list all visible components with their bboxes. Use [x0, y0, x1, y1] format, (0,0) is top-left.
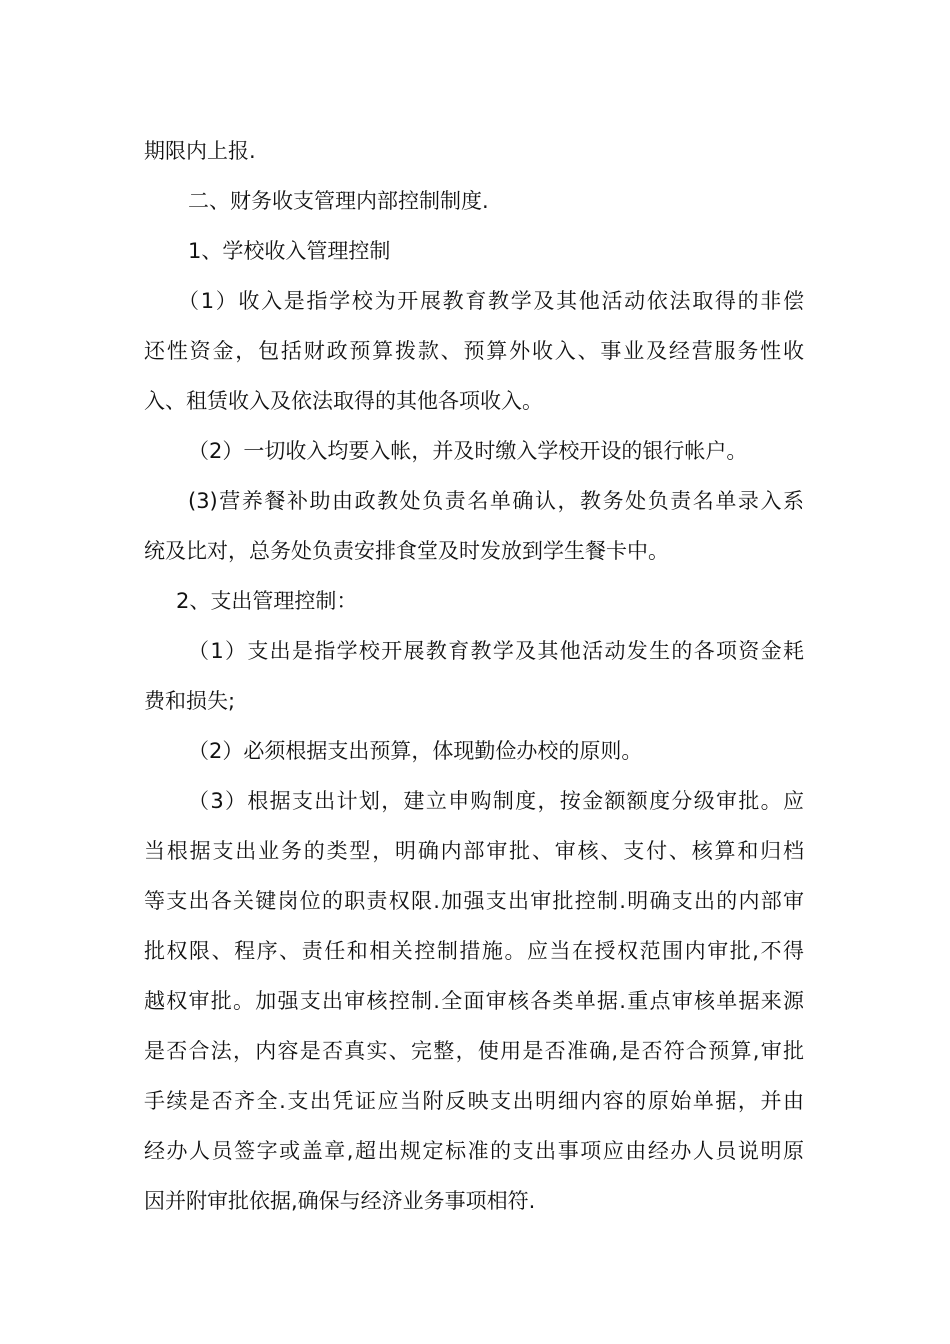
- text-line: 批权限、程序、责任和相关控制措施。应当在授权范围内审批,不得: [144, 939, 804, 963]
- subsection-heading: 1、学校收入管理控制: [188, 239, 391, 263]
- text-line: 当根据支出业务的类型，明确内部审批、审核、支付、核算和归档: [144, 839, 804, 863]
- text-line: (3)营养餐补助由政教处负责名单确认，教务处负责名单录入系: [188, 489, 804, 513]
- text-line: 还性资金，包括财政预算拨款、预算外收入、事业及经营服务性收: [144, 339, 804, 363]
- text-line: （2）一切收入均要入帐，并及时缴入学校开设的银行帐户。: [188, 439, 748, 463]
- subsection-heading: 2、支出管理控制：: [176, 589, 358, 613]
- text-line: 期限内上报.: [144, 139, 256, 163]
- text-line: 经办人员签字或盖章,超出规定标准的支出事项应由经办人员说明原: [144, 1139, 804, 1163]
- text-line: 是否合法，内容是否真实、完整，使用是否准确,是否符合预算,审批: [144, 1039, 804, 1063]
- text-line: 费和损失;: [144, 689, 236, 713]
- text-line: 手续是否齐全.支出凭证应当附反映支出明细内容的原始单据，并由: [144, 1089, 804, 1113]
- text-line: 入、租赁收入及依法取得的其他各项收入。: [144, 389, 543, 413]
- text-line: 等支出各关键岗位的职责权限.加强支出审批控制.明确支出的内部审: [144, 889, 804, 913]
- text-line: （3）根据支出计划，建立申购制度，按金额额度分级审批。应: [188, 789, 804, 813]
- text-line: 统及比对，总务处负责安排食堂及时发放到学生餐卡中。: [144, 539, 669, 563]
- text-line: （1）收入是指学校为开展教育教学及其他活动依法取得的非偿: [178, 289, 804, 313]
- text-line: （2）必须根据支出预算，体现勤俭办校的原则。: [188, 739, 643, 763]
- text-line: 因并附审批依据,确保与经济业务事项相符.: [144, 1189, 536, 1213]
- section-heading: 二、财务收支管理内部控制制度.: [188, 189, 489, 213]
- text-line: 越权审批。加强支出审核控制.全面审核各类单据.重点审核单据来源: [144, 989, 804, 1013]
- text-line: （1）支出是指学校开展教育教学及其他活动发生的各项资金耗: [188, 639, 804, 663]
